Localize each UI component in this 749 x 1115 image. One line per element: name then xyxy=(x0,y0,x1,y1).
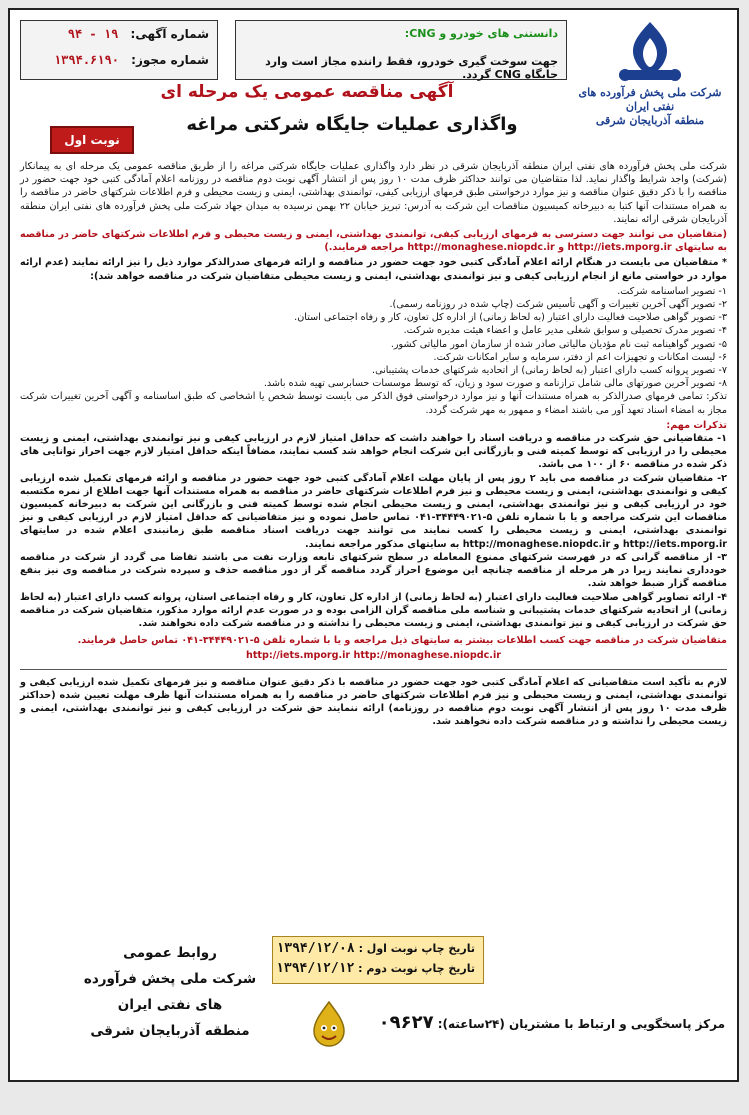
pr-title: روابط عمومی xyxy=(123,945,217,961)
public-relations-signature xyxy=(70,940,270,1044)
closing-paragraph: لازم به تأکید است متقاضیانی که اعلام آمادگی کتبی خود جهت حضور در مناقصه با ذکر دقیق عنوان مناقصه و نیز فرمهای تکمیل شده ارزیابی کیفی و توانمندی بهداشتی، ایمنی و زیست محیطی و نیز فرم اطلاعات شرکتهای حاضر در مناقصه را به همراه مستندات آنها ظرف مهلت تعیین شده (حداکثر ظرف مدت ۱۰ روز پس از انتشار آگهی نوبت دوم مناقصه در روزنامه) ارائه ننمایند حق شرکت در ارزیابی کیفی و نیز توانمندی بهداشتی، ایمنی و زیست محیطی را نداشته و در مناقصه شرکت داده نخواهند شد. xyxy=(20,676,728,728)
pr-region: منطقه آذربایجان شرقی xyxy=(90,1023,250,1039)
pr-company: شرکت ملی پخش فرآورده های نفتی ایران xyxy=(83,971,257,1013)
customer-call-center xyxy=(379,1012,725,1033)
first-print-date-label: تاریخ چاپ نوبت اول : xyxy=(358,942,475,955)
cng-tip-title: دانستنی های خودرو و CNG: xyxy=(404,27,558,40)
list-item: ۴- تصویر مدرک تحصیلی و سوابق شغلی مدیر عامل و اعضاء هیئت مدیره شرکت. xyxy=(403,325,727,337)
mascot-drop-icon xyxy=(310,1000,348,1052)
logo-company-name: شرکت ملی پخش فرآورده های نفتی ایران xyxy=(578,86,722,113)
important-notes-list xyxy=(20,432,727,630)
intro-paragraph: شرکت ملی پخش فرآورده های نفتی ایران منطقه آذربایجان شرقی در نظر دارد واگذاری عملیات جایگاه شرکتی مراغه را از طریق مناقصه عمومی یک مرحله ای به پیمانکار (شرکت) واجد شرایط واگذار نماید. لذا متقاضیان می توانند حداکثر ظرف مدت ۱۰ روز پس از انتشار آگهی نوبت دوم مناقصه در روزنامه اعلام آمادگی کتبی خود جهت حضور در مناقصه را با ذکر دقیق عنوان مناقصه و نیز موارد درخواستی طبق فرمهای ارزیابی کیفی، توانمندی بهداشتی، ایمنی و زیست محیطی و فرم اطلاعات شرکتهای حاضر در مناقصه را به همراه مستندات آنها کتبا به دبیرخانه کمیسیون مناقصات این شرکت به آدرس: تبریز خیابان ۲۲ بهمن نرسیده به میدان جهاد شرکت ملی پخش فرآورده های نفتی ایران منطقه آذربایجان شرقی ارائه نمایند. xyxy=(20,161,728,225)
first-round-badge: نوبت اول xyxy=(50,126,134,154)
list-item: ۴- ارائه تصاویر گواهی صلاحیت فعالیت دارای اعتبار (به لحاظ زمانی) از اداره کل تعاون، کار و رفاه اجتماعی استان، پروانه کسب دارای اعتبار (به لحاظ زمانی) از اتحادیه شرکتهای خدمات پشتیبانی و شناسه ملی مناقصه گران الزامی بوده و در صورت عدم ارائه موارد مذکور، متقاضیان شرکت در مناقصه حق شرکت در ارزیابی کیفی و نیز توانمندی بهداشتی، ایمنی و زیست محیطی را نداشته و در مناقصه شرکت داده نخواهند شد. xyxy=(20,591,727,629)
contact-info-line: متقاضیان شرکت در مناقصه جهت کسب اطلاعات بیشتر به سایتهای ذیل مراجعه و یا با شماره تلفن ۵-۳۴۴۴۹۰۲۱-۰۴۱ تماس حاصل فرمایند. xyxy=(77,635,727,647)
list-item: ۷- تصویر پروانه کسب دارای اعتبار (به لحاظ زمانی) از اتحادیه شرکتهای خدمات پشتیبانی. xyxy=(372,365,727,377)
notice-number-value: ۱۹ - ۹۴ xyxy=(67,27,119,41)
list-item: ۶- لیست امکانات و تجهیزات اعم از دفتر، سرمایه و سایر امکانات شرکت. xyxy=(433,351,727,363)
cng-tip-box xyxy=(235,20,567,80)
list-item: ۲- متقاضیان شرکت در مناقصه می باید ۲ روز پس از پایان مهلت اعلام آمادگی کتبی خود جهت حضور در مناقصه و ارائه فرمهای تکمیل شده ارزیابی کیفی و توانمندی بهداشتی، ایمنی و زیست محیطی و نیز فرم اطلاعات شرکتهای حاضر در مناقصه به همراه مستندات آنها جهت اطلاع از نمره مکتسبه خود در ارزیابی کیفی و نیز توانمندی بهداشتی، ایمنی و زیست محیطی انجام شده توسط کمیته فنی و بازرگانی این شرکت به دبیرخانه کمیسیون مناقصات این شرکت مراجعه و یا با شماره تلفن ۵-۳۴۴۴۹۰۲۱-۰۴۱ تماس حاصل نموده و نیز متقاضیانی که حداقل امتیاز لازم در ارزیابی کیفی و نیز توانمندی بهداشتی، ایمنی و زیست محیطی را کسب نمایند می توانند جهت دریافت اسناد مناقصه طبق زمانبندی اعلام شده در سایتهای http://iets.mporg.ir و http://monaghese.niopdc.ir به سایتهای مذکور مراجعه نمایند. xyxy=(20,472,727,550)
second-print-date-value: ۱۳۹۴/۱۲/۱۲ xyxy=(276,961,355,976)
call-center-label: مرکز پاسخگویی و ارتباط با مشتریان (۲۴ساعته): xyxy=(437,1017,725,1031)
required-docs-intro: * متقاضیان می بایست در هنگام ارائه اعلام آمادگی کتبی خود جهت حضور در مناقصه و ارائه فرمهای صدرالذکر موارد ذیل را نیز ارائه نمایند (عدم ارائه موارد در خواستی مانع از انجام ارزیابی کیفی و نیز توانمندی بهداشتی، ایمنی و زیست محیطی متقاضیان شرکت در مناقصه خواهد شد): xyxy=(20,257,727,282)
list-item: ۸- تصویر آخرین صورتهای مالی شامل ترازنامه و صورت سود و زیان، که توسط موسسات حسابرسی تهیه شده باشد. xyxy=(263,378,727,390)
list-item: ۳- از مناقصه گرانی که در فهرست شرکتهای ممنوع المعامله در سطح شرکتهای تابعه وزارت نفت می باشند تقاضا می گردد از شرکت در مناقصه خودداری نمایند زیرا در هر مرحله از مناقصه چنانچه این موضوع احراز گردد مناقصه گر از دور مناقصه حذف و سپرده شرکت در مناقصه وی نیز بنفع مناقصه گزار ضبط خواهد شد. xyxy=(20,551,727,590)
flame-logo-icon xyxy=(605,20,695,84)
forms-access-note: (متقاضیان می توانند جهت دسترسی به فرمهای ارزیابی کیفی، توانمندی بهداشتی، ایمنی و زیست محیطی و فرم اطلاعات شرکتهای حاضر در مناقصه به سایتهای http://iets.mporg.ir و http://monaghese.niopdc.ir مراجعه فرمایند.) xyxy=(20,229,727,254)
second-print-date-label: تاریخ چاپ نوبت دوم : xyxy=(358,962,475,975)
list-item: ۳- تصویر گواهی صلاحیت فعالیت دارای اعتبار (به لحاظ زمانی) از اداره کل تعاون، کار و رفاه اجتماعی استان. xyxy=(294,312,727,324)
cng-tip-text: جهت سوخت گیری خودرو، فقط راننده مجاز است وارد جایگاه CNG گردد. xyxy=(265,55,558,81)
advertisement-sheet xyxy=(8,8,739,1082)
logo-region-name: منطقه آذربایجان شرقی xyxy=(595,114,705,127)
important-notes-title: تذکرات مهم: xyxy=(666,419,727,431)
section-divider xyxy=(20,669,727,670)
tender-subject-title: واگذاری عملیات جایگاه شرکتی مراغه xyxy=(186,114,518,135)
required-docs-list xyxy=(20,285,727,391)
call-center-number[interactable]: ۰۹۶۲۷ xyxy=(378,1012,434,1033)
print-dates-box xyxy=(272,936,484,984)
list-item: ۱- متقاضیانی حق شرکت در مناقصه و دریافت اسناد را خواهند داشت که حداقل امتیاز لازم در ارزیابی کیفی و نیز توانمندی بهداشتی، ایمنی و زیست محیطی را در ارزیابی که توسط کمیته فنی و بازرگانی این شرکت انجام خواهد شد کسب نمایند، مضافاً اینکه حداقل امتیاز لازم جهت احراز توانایی های ذکر شده در مناقصه ۶۰ از ۱۰۰ می باشد. xyxy=(20,433,727,471)
permit-number-label: شماره مجوز: xyxy=(131,53,209,67)
website-links[interactable]: http://iets.mporg.ir http://monaghese.niopdc.ir xyxy=(246,650,501,662)
signature-reminder: تذکر: تمامی فرمهای صدرالذکر به همراه مستندات آنها و نیز موارد درخواستی فوق الذکر می بایست توسط شخص یا اشخاصی که طبق اساسنامه و آگهی آخرین تغییرات شرکت مجاز به امضاء اسناد تعهد آور می باشند امضاء و ممهور به مهر شرکت گردد. xyxy=(20,391,727,416)
list-item: ۱- تصویر اساسنامه شرکت. xyxy=(617,285,727,297)
company-logo xyxy=(575,20,725,138)
notice-number-label: شماره آگهی: xyxy=(130,27,209,41)
list-item: ۲- تصویر آگهی آخرین تغییرات و آگهی تأسیس شرکت (چاپ شده در روزنامه رسمی). xyxy=(389,299,727,311)
tender-body xyxy=(20,160,727,730)
list-item: ۵- تصویر گواهینامه ثبت نام مؤدیان مالیاتی صادر شده از سازمان امور مالیاتی کشور. xyxy=(390,338,727,350)
tender-type-title: آگهی مناقصه عمومی یک مرحله ای xyxy=(160,82,454,102)
first-print-date-value: ۱۳۹۴/۱۲/۰۸ xyxy=(276,941,355,956)
permit-number-value: ۱۳۹۴.۶۱۹۰ xyxy=(53,53,119,67)
notice-number-box xyxy=(20,20,218,80)
